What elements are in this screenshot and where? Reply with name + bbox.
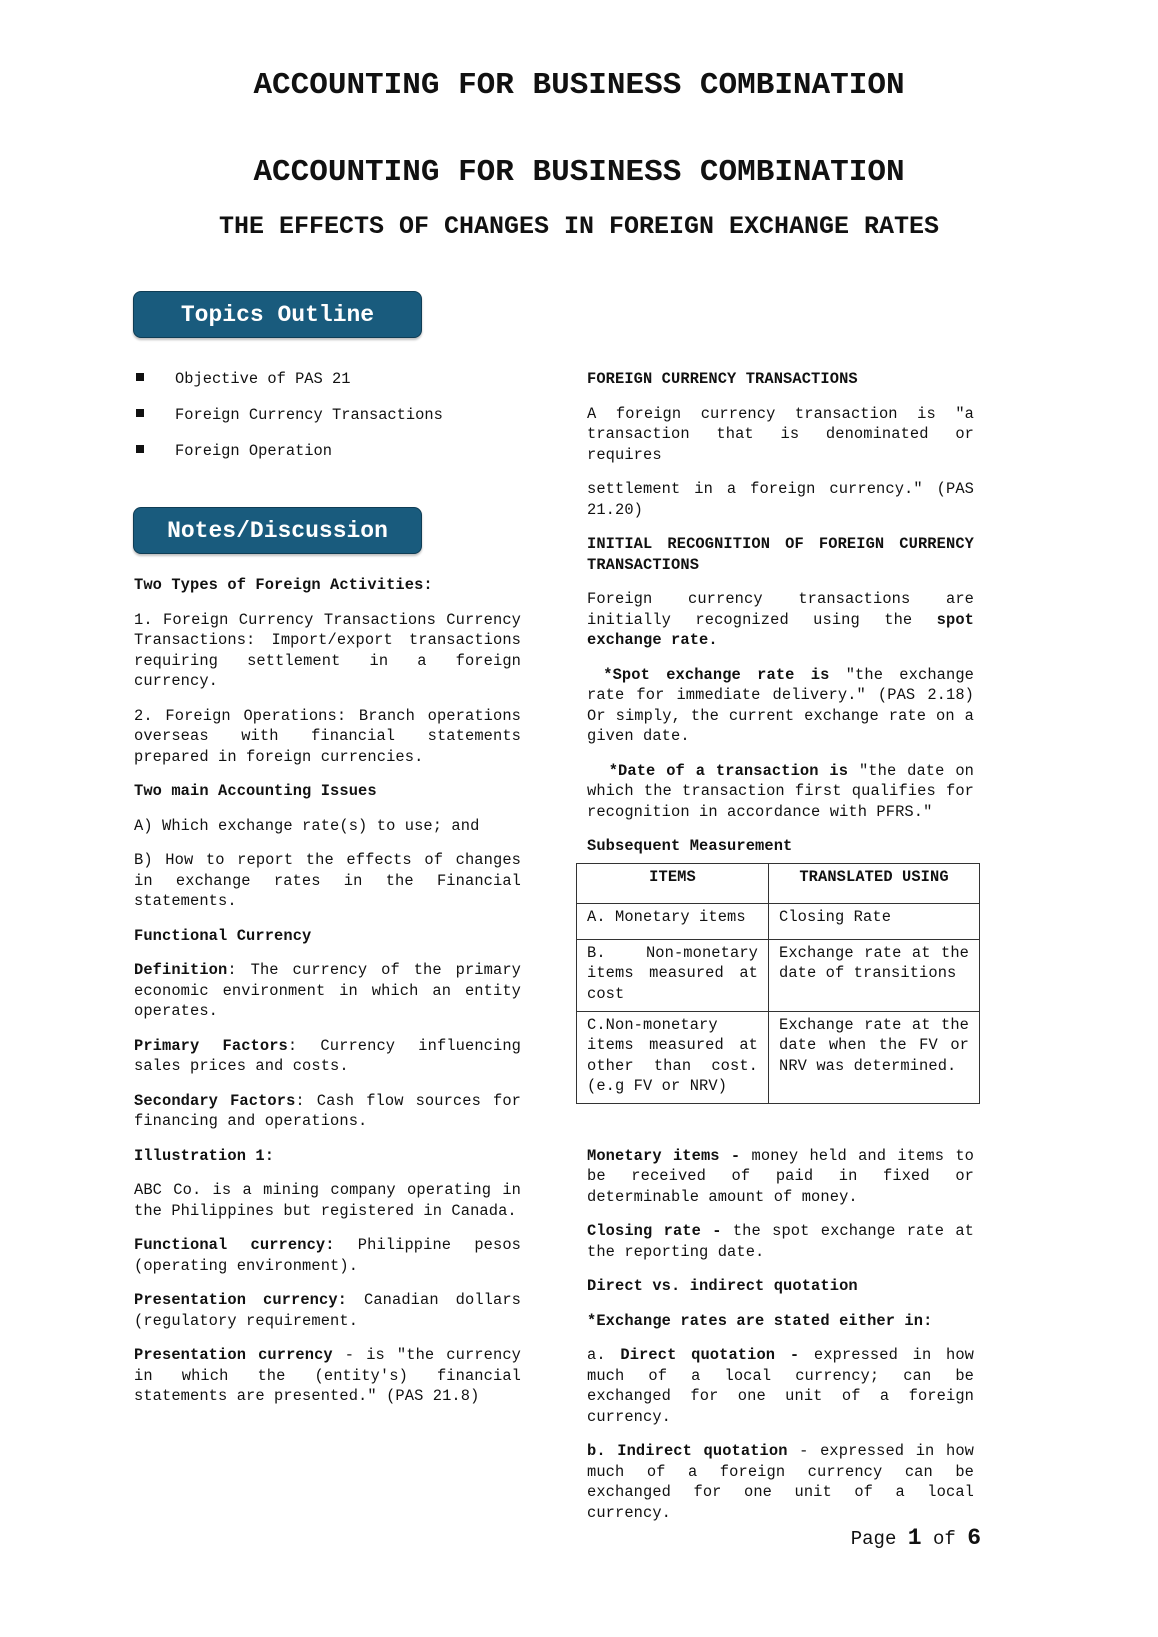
table-cell: Exchange rate at the date of transitions <box>769 939 980 1011</box>
notes-discussion-heading: Notes/Discussion <box>167 517 388 544</box>
transaction-date-definition: *Date of a transaction is "the date on which the transaction first qualifies for recognition in accordance with PFRS." <box>587 761 974 821</box>
activity-type-2: 2. Foreign Operations: Branch operations overseas with financial statements prepared in foreign currencies. <box>134 706 521 766</box>
list-item: Objective of PAS 21 <box>134 369 554 389</box>
definition-paragraph: Definition: The currency of the primary economic environment in which an entity operates. <box>134 961 521 1020</box>
initial-recognition-text: Foreign currency transactions are initially recognized using the spot exchange rate. <box>587 590 974 649</box>
issue-a: A) Which exchange rate(s) to use; and <box>134 816 480 835</box>
initial-recognition-heading: INITIAL RECOGNITION OF FOREIGN CURRENCY TRANSACTIONS <box>587 535 974 574</box>
topics-outline-heading: Topics Outline <box>180 301 375 328</box>
table-row <box>577 939 980 1011</box>
topics-outline-banner <box>133 291 422 338</box>
subsequent-measurement-table <box>576 863 980 1104</box>
table-cell: A. Monetary items <box>577 903 769 939</box>
column-header-items: ITEMS <box>577 863 769 903</box>
illustration-text: ABC Co. is a mining company operating in the Philippines but registered in Canada. <box>134 1181 521 1220</box>
primary-factors-paragraph: Primary Factors: Currency influencing sales prices and costs. <box>134 1036 522 1075</box>
exchange-rates-stated-heading: *Exchange rates are stated either in: <box>587 1311 933 1330</box>
bullet-square-icon <box>136 373 144 381</box>
presentation-currency-example: Presentation currency: Canadian dollars (regulatory requirement. <box>134 1291 522 1330</box>
fct-heading: FOREIGN CURRENCY TRANSACTIONS <box>587 370 858 388</box>
closing-rate-definition: Closing rate - the spot exchange rate at the reporting date. <box>587 1222 974 1261</box>
quotation-heading: Direct vs. indirect quotation <box>587 1277 858 1295</box>
table-cell: Closing Rate <box>769 903 980 939</box>
spot-rate-definition: *Spot exchange rate is "the exchange rate for immediate delivery." (PAS 2.18) Or simply, the current exchange rate on a given date. <box>587 665 974 745</box>
two-types-heading: Two Types of Foreign Activities: <box>134 576 433 594</box>
notes-discussion-banner <box>133 507 422 554</box>
document-title: ACCOUNTING FOR BUSINESS COMBINATION <box>253 68 905 103</box>
direct-quotation-definition: a. Direct quotation - expressed in how much of a local currency; can be exchanged for one unit of a foreign currency. <box>587 1346 975 1426</box>
document-title-repeat: ACCOUNTING FOR BUSINESS COMBINATION <box>253 155 905 190</box>
table-header-row <box>577 863 980 903</box>
presentation-currency-definition: Presentation currency - is "the currency in which the (entity's) financial statements are presented." (PAS 21.8) <box>134 1346 521 1405</box>
functional-currency-heading: Functional Currency <box>134 926 312 945</box>
secondary-factors-paragraph: Secondary Factors: Cash flow sources for financing and operations. <box>134 1091 521 1130</box>
bullet-square-icon <box>136 409 144 417</box>
list-item: Foreign Operation <box>134 441 554 461</box>
functional-currency-example: Functional currency: Philippine pesos (operating environment). <box>134 1236 521 1275</box>
indirect-quotation-definition: b. Indirect quotation - expressed in how much of a foreign currency can be exchanged for one unit of a local currency. <box>587 1442 974 1522</box>
table-cell: B. Non-monetary items measured at cost <box>577 939 769 1011</box>
table-row <box>577 1011 980 1103</box>
column-header-translated-using: TRANSLATED USING <box>769 863 980 903</box>
list-item: Foreign Currency Transactions <box>134 405 554 425</box>
illustration-heading: Illustration 1: <box>134 1146 275 1165</box>
table-cell: C.Non-monetary items measured at other than cost. (e.g FV or NRV) <box>577 1011 769 1103</box>
subsequent-measurement-heading: Subsequent Measurement <box>587 837 793 855</box>
page-number: Page 1 of 6 <box>850 1525 981 1551</box>
document-subtitle: THE EFFECTS OF CHANGES IN FOREIGN EXCHANGE RATES <box>218 212 940 241</box>
table-cell: Exchange rate at the date when the FV or NRV was determined. <box>769 1011 980 1103</box>
fct-definition-line2: settlement in a foreign currency." (PAS 21.20) <box>587 480 974 519</box>
monetary-items-definition: Monetary items - money held and items to be received of paid in fixed or determinable amount of money. <box>587 1146 974 1206</box>
bullet-square-icon <box>136 445 144 453</box>
table-row <box>577 903 980 939</box>
issues-heading: Two main Accounting Issues <box>134 782 377 800</box>
fct-definition-line1: A foreign currency transaction is "a transaction that is denominated or requires <box>587 404 974 464</box>
topics-list <box>134 369 554 477</box>
activity-type-1: 1. Foreign Currency Transactions Currency Transactions: Import/export transactions requiring settlement in a foreign currency. <box>134 610 521 690</box>
issue-b: B) How to report the effects of changes in exchange rates in the Financial statements. <box>134 851 521 910</box>
right-column <box>587 369 974 1537</box>
left-column <box>134 575 521 1421</box>
